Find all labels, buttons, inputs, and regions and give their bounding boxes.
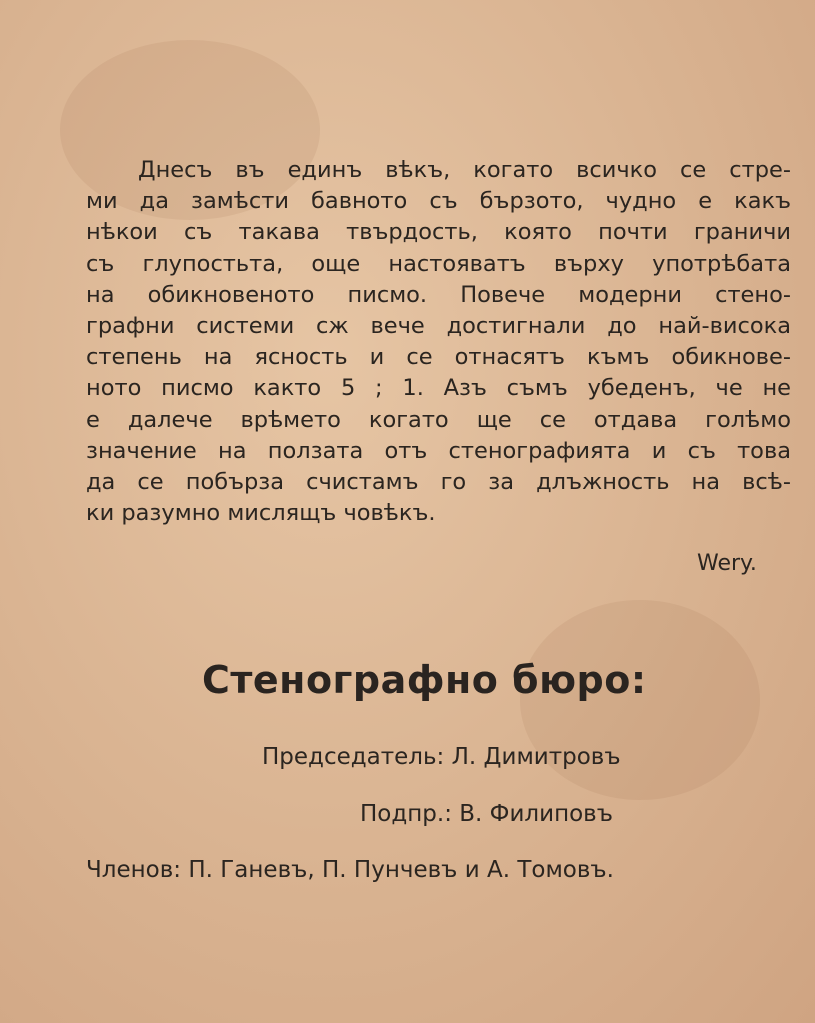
chairman-line: Председатель: Л. Димитровъ	[262, 744, 621, 770]
paragraph-line: степень на ясность и се отнасятъ къмъ обикнове-	[86, 344, 791, 371]
paragraph-line: да се побърза счистамъ го за длъжность на всѣ-	[86, 469, 791, 496]
bureau-heading: Стенографно бюро:	[202, 658, 647, 702]
paragraph-line: графни системи сж вече достигнали до най-висока	[86, 313, 791, 340]
paragraph-line: ми да замѣсти бавното съ бързото, чудно е какъ	[86, 188, 791, 215]
paragraph-line: Днесъ въ единъ вѣкъ, когато всичко се стре-	[138, 157, 791, 183]
vice-chairman-line: Подпр.: В. Филиповъ	[360, 801, 613, 827]
author-signature: Wery.	[697, 551, 757, 576]
paragraph-line: значение на ползата отъ стенографията и съ това	[86, 437, 791, 464]
paragraph-line: е далече врѣмето когато ще се отдава голѣмо	[86, 406, 791, 433]
paragraph-line: нѣкои съ такава твърдость, която почти граничи	[86, 219, 791, 246]
paragraph-line: на обикновеното писмо. Повече модерни стено-	[86, 281, 791, 308]
paragraph-line: ното писмо както 5 ; 1. Азъ съмъ убеденъ, че не	[86, 375, 791, 402]
main-paragraph	[86, 155, 791, 529]
members-line: Членов: П. Ганевъ, П. Пунчевъ и А. Томовъ.	[86, 857, 614, 883]
paragraph-line: ки разумно мислящъ човѣкъ.	[86, 500, 436, 527]
paragraph-line: съ глупостьта, още настояватъ върху употрѣбата	[86, 250, 791, 277]
